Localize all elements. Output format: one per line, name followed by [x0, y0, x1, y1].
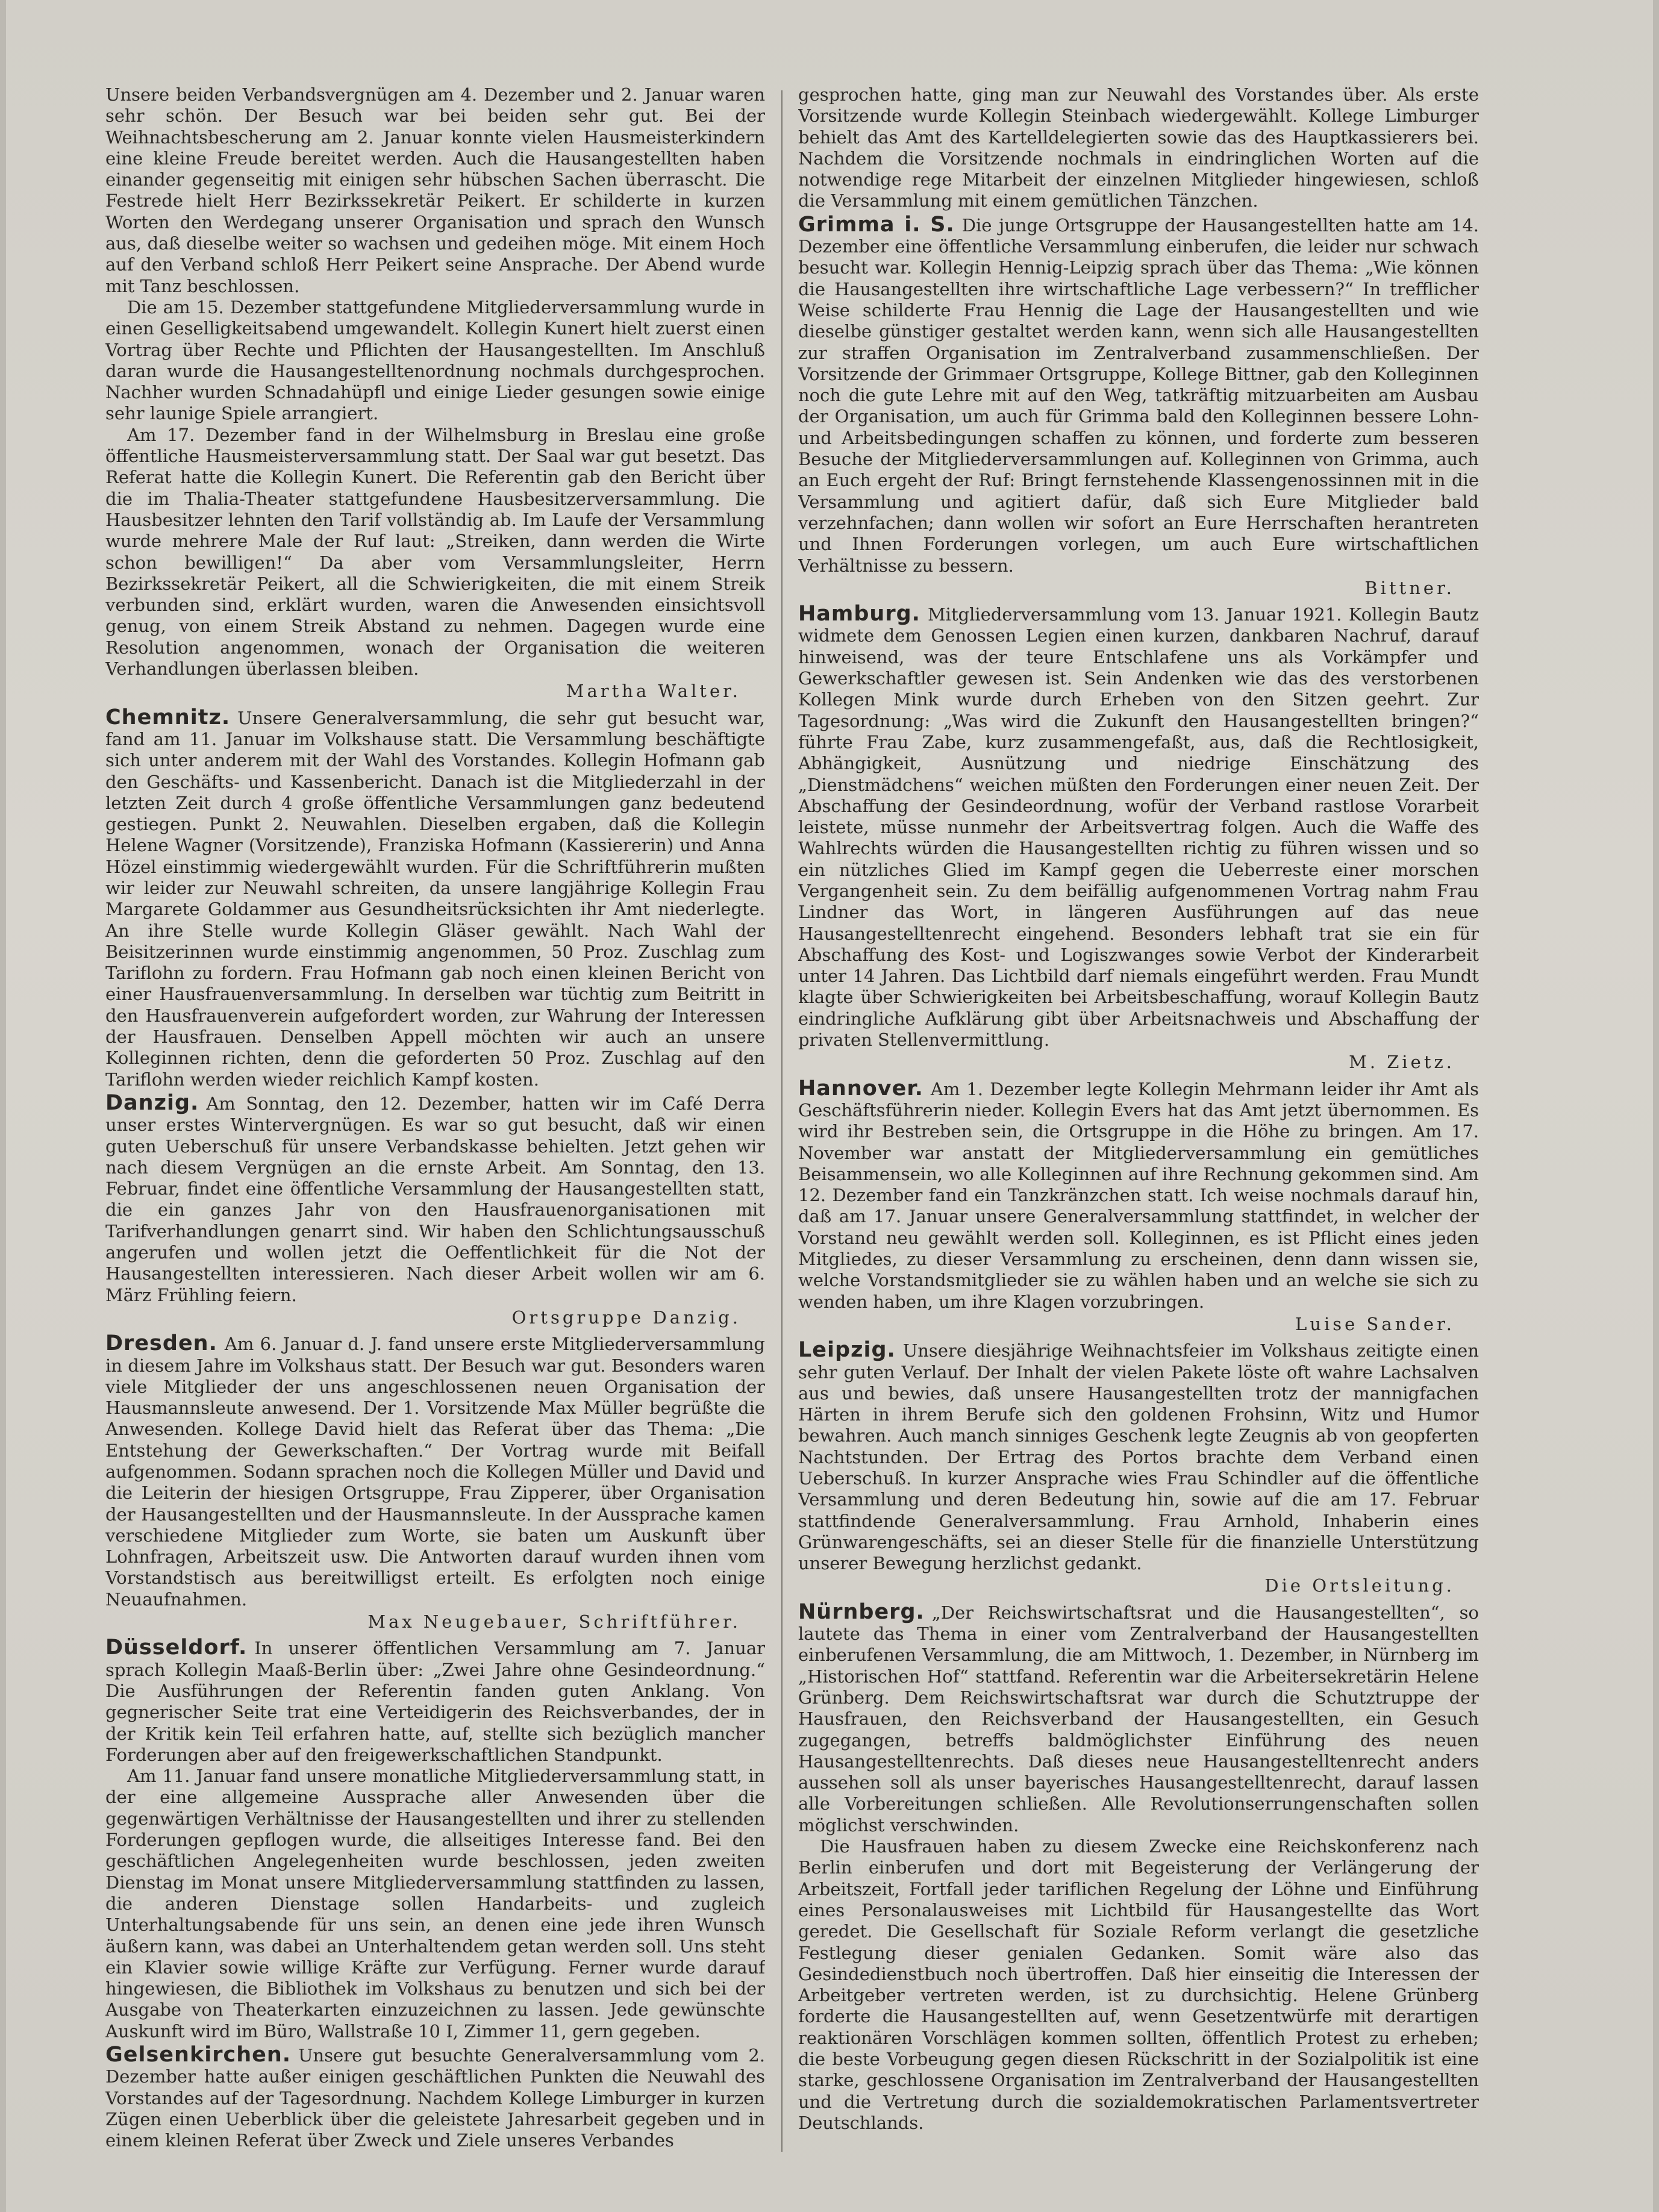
article-text: Mitgliederversammlung vom 13. Januar 1921. Kollegin Bautz widmete dem Genossen Legien einen kurzen, dankbaren Nachruf, darauf hinweisend, was der teure Entschlafene uns als Vorkämpfer und Gewerkschaftler gewesen ist. Sein Andenken wie das des verstorbenen Kollegen Mink wurde durch Erheben von den Sitzen geehrt. Zur Tagesordnung: „Was wird die Zukunft den Hausangestellten bringen?“ führte Frau Zabe, kurz zusammengefaßt, aus, daß die Rechtlosigkeit, Abhängigkeit, Ausnützung und niedrige Einschätzung des „Dienstmädchens“ weichen müßten den Forderungen einer neuen Zeit. Der Abschaffung der Gesindeordnung, wofür der Verband rastlose Vorarbeit leistete, müsse nunmehr der Arbeitsvertrag folgen. Auch die Waffe des Wahlrechts würden die Hausangestellten richtig zu führen wissen und so ein nützliches Glied im Kampf gegen die Ueberreste einer morschen Vergangenheit sein. Zu dem beifällig aufgenommenen Vortrag nahm Frau Lindner das Wort, in längeren Ausführungen auf das neue Hausangestelltenrecht eingehend. Besonders lebhaft trat sie ein für Abschaffung des Kost- und Logiszwanges sowie Verbot der Kinderarbeit unter 14 Jahren. Das Lichtbild darf niemals eingeführt werden. Frau Mundt klagte über Schwierigkeiten bei Arbeitsbeschaffung, worauf Kollegin Bautz eindringliche Aufklärung gibt über Arbeitsnachweis und Abschaffung der privaten Stellenvermittlung.	[798, 604, 1479, 1051]
article-gelsenkirchen-cont	[798, 84, 1479, 212]
article-gelsenkirchen	[105, 2045, 765, 2151]
article-nuernberg	[798, 1599, 1479, 2134]
article-text: In unserer öffentlichen Versammlung am 7. Januar sprach Kollegin Maaß-Berlin über: „Zwei Jahre ohne Gesindeordnung.“ Die Ausführungen der Referentin fanden guten Anklang. Von gegnerischer Seite trat eine Verteidigerin des Reichsverbandes, der in der Kritik kein Teil erfahren hatte, auf, stellte sich bezüglich mancher Forderungen aber auf den freigewerkschaftlichen Standpunkt.	[105, 1638, 765, 1765]
article-signature: Die Ortsleitung.	[1264, 1575, 1455, 1596]
article-text: Unsere Generalversammlung, die sehr gut besucht war, fand am 11. Januar im Volkshause statt. Die Versammlung beschäftigte sich unter anderem mit der Wahl des Vorstandes. Kollegin Hofmann gab den Geschäfts- und Kassenbericht. Danach ist die Mitgliederzahl in der letzten Zeit durch 4 große öffentliche Versammlungen ganz bedeutend gestiegen. Punkt 2. Neuwahlen. Dieselben ergaben, daß die Kollegin Helene Wagner (Vorsitzende), Franziska Hofmann (Kassiererin) und Anna Hözel einstimmig wiedergewählt wurden. Für die Schriftführerin mußten wir leider zur Neuwahl schreiten, da unsere langjährige Kollegin Frau Margarete Goldammer aus Gesundheitsrücksichten ihr Amt niederlegte. An ihre Stelle wurde Kollegin Gläser gewählt. Nach Wahl der Beisitzerinnen wurde einstimmig angenommen, 50 Proz. Zuschlag zum Tariflohn zu fordern. Frau Hofmann gab noch einen kleinen Bericht von einer Hausfrauenversammlung. In derselben war tüchtig zum Beitritt in den Hausfrauenverein aufgefordert worden, zur Wahrung der Interessen der Hausfrauen. Denselben Appell möchten wir auch an unsere Kolleginnen richten, denn die geforderten 50 Proz. Zuschlag auf den Tariflohn werden wieder reichlich Kampf kosten.	[105, 707, 765, 1090]
column-divider	[781, 90, 783, 2152]
article-text: Unsere beiden Verbandsvergnügen am 4. Dezember und 2. Januar waren sehr schön. Der Besuch war bei beiden sehr gut. Bei der Weihnachtsbescherung am 2. Januar konnte vielen Hausmeisterkindern eine kleine Freude bereitet werden. Auch die Hausangestellten haben einander gegenseitig mit einigen sehr hübschen Sachen überrascht. Die Festrede hielt Herr Bezirkssekretär Peikert. Er schilderte in kurzen Worten den Werdegang unserer Organisation und sprach den Wunsch aus, daß dieselbe weiter so wachsen und gedeihen möge. Mit einem Hoch auf den Verband schloß Herr Peikert seine Ansprache. Der Abend wurde mit Tanz beschlossen.	[105, 84, 765, 296]
article-text: Unsere gut besuchte Generalversammlung vom 2. Dezember hatte außer einigen geschäftlichen Punkten die Neuwahl des Vorstandes auf der Tagesordnung. Nachdem Kollege Limburger in kurzen Zügen einen Ueberblick über die geleistete Jahresarbeit gegeben und in einem kleinen Referat über Zweck und Ziele unseres Verbandes	[105, 2045, 765, 2151]
article-paragraph	[105, 1766, 765, 2042]
article-text: Die am 15. Dezember stattgefundene Mitgliederversammlung wurde in einen Geselligkeitsabend umgewandelt. Kollegin Kunert hielt zuerst einen Vortrag über Rechte und Pflichten der Hausangestellten. Im Anschluß daran wurde die Hausangestelltenordnung nochmals durchgesprochen. Nachher wurden Schnadahüpfl und einige Lieder gesungen sowie einige sehr launige Spiele arrangiert.	[105, 296, 765, 424]
article-text: Am 11. Januar fand unsere monatliche Mitgliederversammlung statt, in der eine allgemeine Aussprache aller Anwesenden über die gegenwärtigen Verhältnisse der Hausangestellten und ihrer zu stellenden Forderungen gepflogen wurde, die allseitiges Interesse fand. Bei den geschäftlichen Angelegenheiten wurde beschlossen, jeden zweiten Dienstag im Monat unsere Mitgliederversammlung stattfinden zu lassen, die anderen Dienstage sollen Handarbeits- und zugleich Unterhaltungsabende für uns sein, an denen eine jede ihren Wunsch äußern kann, was dabei an Unterhaltendem getan werden soll. Uns steht ein Klavier sowie willige Kräfte zur Verfügung. Ferner wurde darauf hingewiesen, die Bibliothek im Volkshaus zu benutzen und sich bei der Ausgabe von Theaterkarten einzuzeichnen zu lassen. Jede gewünschte Auskunft wird im Büro, Wallstraße 10 I, Zimmer 11, gern gegeben.	[105, 1766, 765, 2042]
article-danzig	[105, 1090, 765, 1328]
article-signature: Bittner.	[1364, 577, 1455, 598]
article-text: Am 1. Dezember legte Kollegin Mehrmann leider ihr Amt als Geschäftsführerin nieder. Kollegin Evers hat das Amt jetzt übernommen. Es wird ihr Bestreben sein, die Ortsgruppe in die Höhe zu bringen. Am 17. November war anstatt der Mitgliederversammlung ein gemütliches Beisammensein, wo alle Kolleginnen auf ihre Rechnung gekommen sind. Am 12. Dezember fand ein Tanzkränzchen statt. Ich weise nochmals darauf hin, daß am 17. Januar unsere Generalversammlung stattfindet, in welcher der Vorstand neu gewählt werden soll. Kolleginnen, es ist Pflicht eines jeden Mitgliedes, zu dieser Versammlung zu erscheinen, denn dann wissen sie, welche Vorstandsmitglieder sie zu wählen haben und an welche sie sich zu wenden haben, um ihre Klagen vorzubringen.	[798, 1078, 1479, 1312]
article-paragraph	[105, 1333, 765, 1610]
article-heading: Düsseldorf.	[105, 1636, 248, 1660]
article-leipzig	[798, 1340, 1479, 1597]
article-paragraph	[105, 707, 765, 1090]
article-heading: Dresden.	[105, 1331, 217, 1356]
article-paragraph	[798, 1340, 1479, 1574]
article-paragraph	[798, 1836, 1479, 2134]
article-signature: Ortsgruppe Danzig.	[511, 1307, 741, 1328]
article-heading: Grimma i. S.	[798, 212, 955, 237]
article-paragraph	[798, 604, 1479, 1051]
article-chemnitz	[105, 707, 765, 1090]
article-heading: Hamburg.	[798, 602, 920, 626]
article-text: Am 6. Januar d. J. fand unsere erste Mitgliederversammlung in diesem Jahre im Volkshaus statt. Der Besuch war gut. Besonders waren viele Mitglieder der uns angeschlossenen neuen Organisation der Hausmannsleute anwesend. Der 1. Vorsitzende Max Müller begrüßte die Anwesenden. Kollege David hielt das Referat über das Thema: „Die Entstehung der Gewerkschaften.“ Der Vortrag wurde mit Beifall aufgenommen. Sodann sprachen noch die Kollegen Müller und David und die Leiterin der hiesigen Ortsgruppe, Frau Zipperer, über Organisation der Hausangestellten und der Hausmannsleute. In der Aussprache kamen verschiedene Mitglieder zum Worte, sie baten um Auskunft über Lohnfragen, Arbeitszeit usw. Die Antworten darauf wurden ihnen vom Vorstandstisch aus bereitwilligst erteilt. Es erfolgten noch einige Neuaufnahmen.	[105, 1334, 765, 1610]
left-column	[105, 84, 765, 2164]
article-text: Am 17. Dezember fand in der Wilhelmsburg in Breslau eine große öffentliche Hausmeisterversammlung statt. Der Saal war gut besetzt. Das Referat hatte die Kollegin Kunert. Die Referentin gab den Bericht über die im Thalia-Theater stattgefundene Hausbesitzerversammlung. Die Hausbesitzer lehnten den Tarif vollständig ab. Im Laufe der Versammlung wurde mehrere Male der Ruf laut: „Streiken, dann werden die Wirte schon bewilligen!“ Da aber vom Versammlungsleiter, Herrn Bezirkssekretär Peikert, all die Schwierigkeiten, die mit einem Streik verbunden sind, erklärt wurden, waren die Anwesenden einsichtsvoll genug, von einem Streik Abstand zu nehmen. Dagegen wurde eine Resolution angenommen, wonach der Organisation die weiteren Verhandlungen überlassen bleiben.	[105, 424, 765, 680]
article-paragraph	[798, 1078, 1479, 1313]
article-heading: Danzig.	[105, 1090, 199, 1115]
article-paragraph	[105, 1090, 765, 1306]
article-paragraph	[105, 2045, 765, 2151]
article-signature: Luise Sander.	[1295, 1313, 1455, 1334]
article-signature: Martha Walter.	[566, 681, 741, 702]
article-text: Die Hausfrauen haben zu diesem Zwecke eine Reichskonferenz nach Berlin einberufen und dort mit Begeisterung der Verlängerung der Arbeitszeit, Fortfall jeder tariflichen Regelung der Löhne und Einführung eines Personalausweises mit Lichtbild für Hausangestellte das Wort geredet. Die Gesellschaft für Soziale Reform verlangt die gesetzliche Festlegung dieser genialen Gedanken. Somit wäre also das Gesindedienstbuch noch übertroffen. Daß hier einseitig die Interessen der Arbeitgeber vertreten werden, ist zu durchsichtig. Helene Grünberg forderte die Hausangestellten auf, wenn Gesetzentwürfe mit derartigen reaktionären Vorschlägen kommen sollten, öffentlich Protest zu erheben; die beste Vorbeugung gegen diesen Rückschritt in der Sozialpolitik ist eine starke, geschlossene Organisation im Zentralverband der Hausangestellten und die Vertretung durch die sozialdemokratischen Parlamentsvertreter Deutschlands.	[798, 1836, 1479, 2133]
article-heading: Leipzig.	[798, 1338, 896, 1363]
article-heading: Chemnitz.	[105, 705, 231, 730]
article-text: Am Sonntag, den 12. Dezember, hatten wir im Café Derra unser erstes Wintervergnügen. Es war so gut besucht, daß wir einen guten Ueberschuß für unsere Verbandskasse behielten. Jetzt gehen wir nach diesem Vergnügen an die ernste Arbeit. Am Sonntag, den 13. Februar, findet eine öffentliche Versammlung der Hausangestellten statt, die ein ganzes Jahr von den Hausfrauenorganisationen mit Tarifverhandlungen genarrt sind. Wir haben den Schlichtungsausschuß angerufen und wollen jetzt die Oeffentlichkeit für die Not der Hausangestellten interessieren. Nach dieser Arbeit wollen wir am 6. März Frühling feiern.	[105, 1093, 765, 1305]
article-paragraph	[105, 297, 765, 425]
article-grimma	[798, 214, 1479, 599]
article-signature: M. Zietz.	[1349, 1052, 1455, 1073]
article-paragraph	[105, 1637, 765, 1766]
page-edge-left	[0, 0, 6, 2212]
article-heading: Hannover.	[798, 1076, 923, 1101]
article-paragraph	[105, 84, 765, 297]
page-edge-right	[1653, 0, 1659, 2212]
article-duesseldorf	[105, 1637, 765, 2042]
article-breslau	[105, 84, 765, 702]
article-paragraph	[798, 214, 1479, 576]
right-column	[798, 84, 1479, 2164]
article-hannover	[798, 1078, 1479, 1336]
article-heading: Gelsenkirchen.	[105, 2043, 292, 2067]
article-text: gesprochen hatte, ging man zur Neuwahl des Vorstandes über. Als erste Vorsitzende wurde Kollegin Steinbach wiedergewählt. Kollege Limburger behielt das Amt des Kartelldelegierten sowie das des Hauptkassierers bei. Nachdem die Vorsitzende nochmals in eindringlichen Worten auf die notwendige rege Mitarbeit der einzelnen Mitglieder hingewiesen, schloß die Versammlung mit einem gemütlichen Tänzchen.	[798, 84, 1479, 211]
article-signature: Max Neugebauer, Schriftführer.	[367, 1611, 741, 1632]
article-text: Die junge Ortsgruppe der Hausangestellten hatte am 14. Dezember eine öffentliche Versammlung einberufen, die leider nur schwach besucht war. Kollegin Hennig-Leipzig sprach über das Thema: „Wie können die Hausangestellten ihre wirtschaftliche Lage verbessern?“ In trefflicher Weise schilderte Frau Hennig die Lage der Hausangestellten und wie dieselbe günstiger gestaltet werden kann, wenn sich alle Hausangestellten zur straffen Organisation im Zentralverband zusammenschließen. Der Vorsitzende der Grimmaer Ortsgruppe, Kollege Bittner, gab den Kolleginnen noch die gute Lehre mit auf den Weg, tatkräftig mitzuarbeiten am Ausbau der Organisation, um auch für Grimma bald den Kolleginnen bessere Lohn- und Arbeitsbedingungen schaffen zu können, und forderte zum besseren Besuche der Mitgliederversammlungen auf. Kolleginnen von Grimma, auch an Euch ergeht der Ruf: Bringt fernstehende Klassengenossinnen mit in die Versammlung und agitiert dafür, daß sich Eure Mitglieder bald verzehnfachen; dann wollen wir sofort an Eure Herrschaften herantreten und Ihnen Forderungen vorlegen, um auch Eure wirtschaftlichen Verhältnisse zu bessern.	[798, 214, 1479, 576]
article-hamburg	[798, 604, 1479, 1073]
article-text: Unsere diesjährige Weihnachtsfeier im Volkshaus zeitigte einen sehr guten Verlauf. Der Inhalt der vielen Pakete löste oft wahre Lachsalven aus und bewies, daß unsere Hausangestellten trotz der mannigfachen Härten in ihrem Berufe sich den goldenen Frohsinn, Witz und Humor bewahren. Auch manch sinniges Geschenk legte Zeugnis ab von geopferten Nachtstunden. Der Ertrag des Portos brachte dem Verband einen Ueberschuß. In kurzer Ansprache wies Frau Schindler auf die öffentliche Versammlung und deren Bedeutung hin, sowie auf die am 17. Februar stattfindende Generalversammlung. Frau Arnhold, Inhaberin eines Grünwarengeschäfts, sei an dieser Stelle für die finanzielle Unterstützung unserer Bewegung herzlichst gedankt.	[798, 1340, 1479, 1574]
article-paragraph	[105, 425, 765, 680]
article-heading: Nürnberg.	[798, 1599, 925, 1624]
article-dresden	[105, 1333, 765, 1632]
article-paragraph	[798, 1599, 1479, 1836]
article-paragraph	[798, 84, 1479, 212]
article-text: „Der Reichswirtschaftsrat und die Hausangestellten“, so lautete das Thema in einer vom Zentralverband der Hausangestellten einberufenen Versammlung, die am Mittwoch, 1. Dezember, in Nürnberg im „Historischen Hof“ stattfand. Referentin war die Arbeitersekretärin Helene Grünberg. Dem Reichswirtschaftsrat war durch die Schutztruppe der Hausfrauen, den Reichsverband der Hausangestellten, ein Gesuch zugegangen, betreffs baldmöglichster Einführung des neuen Hausangestelltenrechts. Daß dieses neue Hausangestelltenrecht anders aussehen soll als unser bayerisches Hausangestelltenrecht, darauf lassen alle Vorbereitungen schließen. Alle Revolutionserrungenschaften sollen möglichst verschwinden.	[798, 1602, 1479, 1836]
